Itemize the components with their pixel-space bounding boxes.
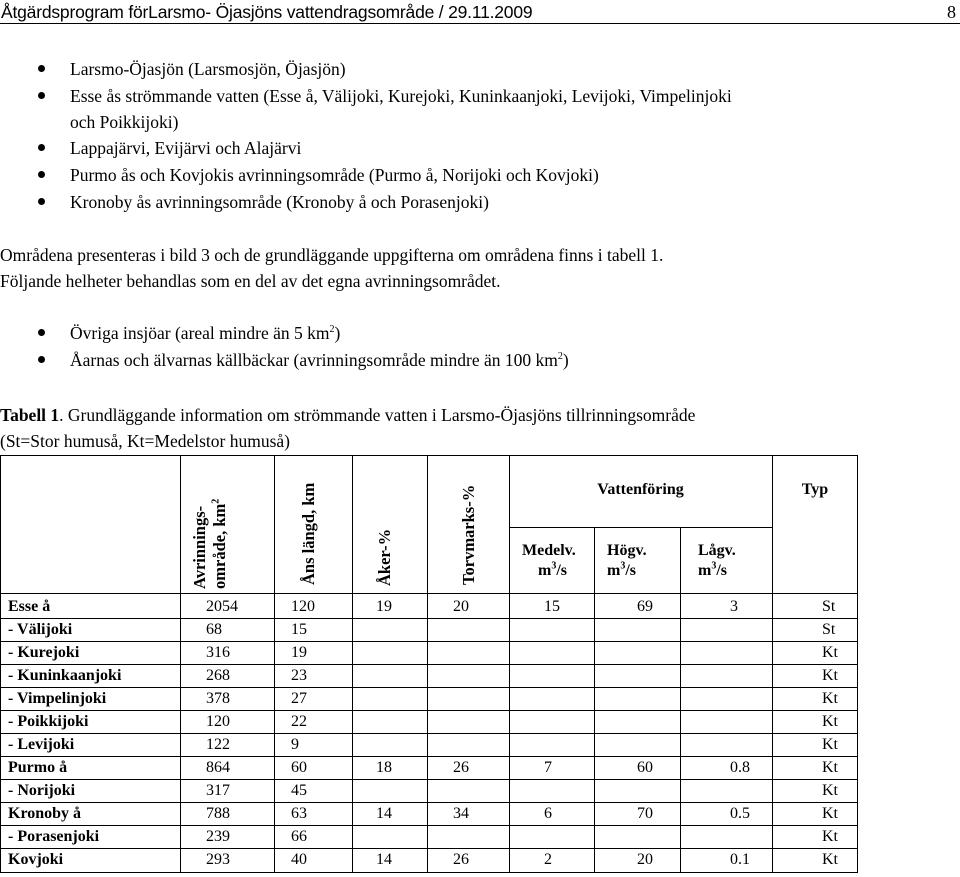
page-header bbox=[0, 0, 960, 22]
table-cell-type: Kt bbox=[822, 690, 838, 707]
header-type: Typ bbox=[801, 481, 829, 498]
bullet-icon bbox=[38, 356, 45, 363]
table-cell-length: 63 bbox=[291, 805, 307, 822]
row-divider bbox=[0, 825, 858, 826]
table-border-bottom bbox=[0, 872, 858, 873]
table-cell-name: Esse å bbox=[8, 598, 51, 615]
table-cell-type: Kt bbox=[822, 667, 838, 684]
table-cell-type: St bbox=[822, 621, 836, 638]
flow-group-rule bbox=[509, 527, 772, 528]
table-cell-low: 0.1 bbox=[730, 851, 750, 868]
table-cell-low: 3 bbox=[730, 598, 738, 615]
table-cell-area: 2054 bbox=[206, 598, 238, 615]
table-cell-type: Kt bbox=[822, 759, 838, 776]
table-cell-high: 69 bbox=[637, 598, 653, 615]
table-cell-field: 14 bbox=[376, 805, 392, 822]
table-cell-area: 316 bbox=[206, 644, 230, 661]
table-cell-area: 120 bbox=[206, 713, 230, 730]
table-caption-line2: (St=Stor humuså, Kt=Medelstor humuså) bbox=[0, 431, 290, 451]
table-cell-low: 0.8 bbox=[730, 759, 750, 776]
table-cell-length: 19 bbox=[291, 644, 307, 661]
table-cell-length: 40 bbox=[291, 851, 307, 868]
table-cell-peat: 20 bbox=[453, 598, 469, 615]
bullet-icon bbox=[38, 329, 45, 336]
row-divider bbox=[0, 779, 858, 780]
table-cell-name: - Välijoki bbox=[8, 621, 73, 638]
table-cell-type: Kt bbox=[822, 644, 838, 661]
row-divider bbox=[0, 733, 858, 734]
header-mean-flow: Medelv. $m^3/s$ bbox=[522, 542, 576, 579]
table-cell-mean: 6 bbox=[544, 805, 552, 822]
table-cell-area: 317 bbox=[206, 782, 230, 799]
header-field-percent: Åker-% bbox=[375, 528, 394, 586]
table-cell-name: - Norijoki bbox=[8, 782, 76, 799]
row-divider bbox=[0, 641, 858, 642]
table-cell-field: 18 bbox=[376, 759, 392, 776]
table-cell-field: 19 bbox=[376, 598, 392, 615]
header-area: Avrinnings- område, $km^2$ bbox=[190, 498, 229, 589]
table-cell-type: Kt bbox=[822, 851, 838, 868]
list-item: Åarnas och älvarnas källbäckar (avrinningsområde mindre än 100 $km^2$) bbox=[70, 350, 569, 370]
table-cell-peat: 34 bbox=[453, 805, 469, 822]
header-low-flow: Lågv. $m^3/s$ bbox=[698, 542, 736, 579]
table-cell-area: 293 bbox=[206, 851, 230, 868]
table-cell-length: 23 bbox=[291, 667, 307, 684]
table-cell-type: Kt bbox=[822, 805, 838, 822]
bullet-icon bbox=[38, 198, 45, 205]
row-divider bbox=[0, 710, 858, 711]
table-cell-length: 9 bbox=[291, 736, 299, 753]
table-cell-low: 0.5 bbox=[730, 805, 750, 822]
table-cell-name: - Levijoki bbox=[8, 736, 75, 753]
table-cell-name: Kovjoki bbox=[8, 851, 64, 868]
header-high-flow: Högv. $m^3/s$ bbox=[607, 542, 647, 579]
bullet-icon bbox=[38, 171, 45, 178]
table-cell-name: Purmo å bbox=[8, 759, 68, 776]
table-cell-high: 20 bbox=[637, 851, 653, 868]
row-divider bbox=[0, 687, 858, 688]
list-item: Purmo ås och Kovjokis avrinningsområde (Purmo å, Norijoki och Kovjoki) bbox=[70, 165, 599, 185]
table-cell-name: - Vimpelinjoki bbox=[8, 690, 107, 707]
table-cell-type: Kt bbox=[822, 736, 838, 753]
table-cell-length: 60 bbox=[291, 759, 307, 776]
table-cell-area: 268 bbox=[206, 667, 230, 684]
page-number: 8 bbox=[947, 2, 956, 22]
table-cell-type: Kt bbox=[822, 713, 838, 730]
list-item: Lappajärvi, Evijärvi och Alajärvi bbox=[70, 138, 302, 158]
table-cell-length: 22 bbox=[291, 713, 307, 730]
row-divider bbox=[0, 664, 858, 665]
table-cell-mean: 2 bbox=[544, 851, 552, 868]
table-cell-area: 864 bbox=[206, 759, 230, 776]
table-cell-name: Kronoby å bbox=[8, 805, 82, 822]
list-item: Esse ås strömmande vatten (Esse å, Välijoki, Kurejoki, Kuninkaanjoki, Levijoki, Vimpelinjoki bbox=[70, 86, 732, 106]
table-cell-length: 15 bbox=[291, 621, 307, 638]
table-border-top bbox=[0, 455, 858, 456]
row-divider bbox=[0, 618, 858, 619]
table-cell-name: - Poikkijoki bbox=[8, 713, 89, 730]
list-item: Larsmo-Öjasjön (Larsmosjön, Öjasjön) bbox=[70, 59, 346, 79]
table-cell-name: - Porasenjoki bbox=[8, 828, 100, 845]
table-cell-type: Kt bbox=[822, 828, 838, 845]
table-cell-length: 120 bbox=[291, 598, 315, 615]
table-cell-field: 14 bbox=[376, 851, 392, 868]
table-cell-area: 68 bbox=[206, 621, 222, 638]
table-cell-length: 45 bbox=[291, 782, 307, 799]
bullet-icon bbox=[38, 65, 45, 72]
table-cell-type: St bbox=[822, 598, 836, 615]
table-cell-area: 378 bbox=[206, 690, 230, 707]
table-cell-area: 788 bbox=[206, 805, 230, 822]
table-cell-length: 27 bbox=[291, 690, 307, 707]
col-divider bbox=[594, 527, 595, 873]
table-caption: Tabell 1. Grundläggande information om strömmande vatten i Larsmo-Öjasjöns tillrinningsområde bbox=[0, 405, 696, 425]
paragraph-line: Områdena presenteras i bild 3 och de grundläggande uppgifterna om områdena finns i tabell 1. bbox=[0, 245, 664, 265]
table-cell-length: 66 bbox=[291, 828, 307, 845]
list-item: Kronoby ås avrinningsområde (Kronoby å och Porasenjoki) bbox=[70, 192, 489, 212]
bullet-icon bbox=[38, 144, 45, 151]
table-cell-name: - Kurejoki bbox=[8, 644, 80, 661]
table-cell-peat: 26 bbox=[453, 851, 469, 868]
table-cell-mean: 7 bbox=[544, 759, 552, 776]
table-cell-mean: 15 bbox=[544, 598, 560, 615]
bullet-icon bbox=[38, 92, 45, 99]
table-cell-peat: 26 bbox=[453, 759, 469, 776]
table-cell-high: 70 bbox=[637, 805, 653, 822]
table-cell-type: Kt bbox=[822, 782, 838, 799]
table-cell-name: - Kuninkaanjoki bbox=[8, 667, 122, 684]
data-table bbox=[0, 455, 858, 873]
table-cell-high: 60 bbox=[637, 759, 653, 776]
header-rule bbox=[0, 23, 960, 24]
header-length: Åns längd, km bbox=[299, 482, 318, 585]
table-cell-area: 122 bbox=[206, 736, 230, 753]
header-peat-percent: Torvmarks-% bbox=[459, 484, 478, 585]
col-divider bbox=[680, 527, 681, 873]
paragraph-line: Följande helheter behandlas som en del av det egna avrinningsområdet. bbox=[0, 271, 501, 291]
list-item-continuation: och Poikkijoki) bbox=[70, 112, 179, 132]
header-rule bbox=[0, 593, 858, 594]
list-item: Övriga insjöar (areal mindre än 5 $km^2$) bbox=[70, 323, 341, 343]
table-cell-area: 239 bbox=[206, 828, 230, 845]
header-flow-group: Vattenföring bbox=[597, 481, 684, 498]
document-title: Åtgärdsprogram förLarsmo- Öjasjöns vattendragsområde / 29.11.2009 bbox=[1, 2, 533, 22]
